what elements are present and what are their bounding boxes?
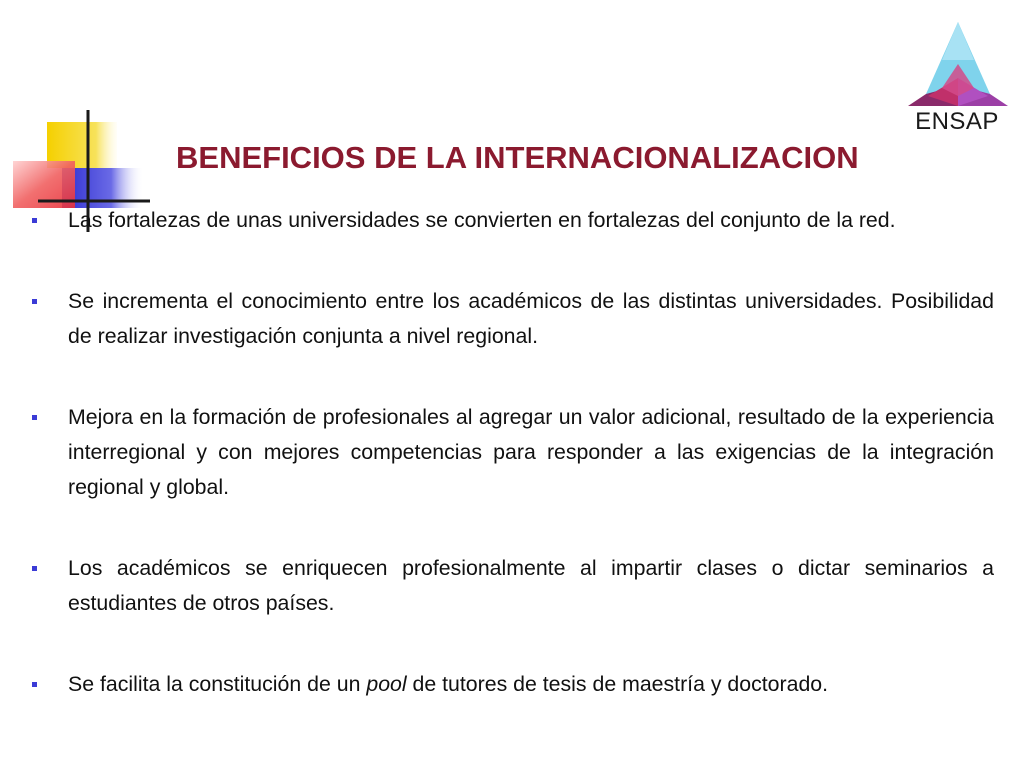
- bullet-list: [30, 203, 994, 702]
- bullet-text: [68, 667, 994, 702]
- bullet-square-icon: [32, 415, 37, 420]
- list-item: [30, 203, 994, 238]
- logo-text: ENSAP: [915, 108, 999, 135]
- bullet-square-icon: [32, 218, 37, 223]
- list-item: [30, 551, 994, 621]
- list-item: [30, 667, 994, 702]
- emphasis-text: pool: [366, 672, 407, 696]
- bullet-text: Las fortalezas de unas universidades se convierten en fortalezas del conjunto de la red.: [68, 208, 896, 232]
- list-item: [30, 400, 994, 505]
- list-item: [30, 284, 994, 354]
- bullet-text: Mejora en la formación de profesionales al agregar un valor adicional, resultado de la experiencia interregional y con mejores competencias para responder a las exigencias de la integración regional y global.: [68, 405, 994, 499]
- slide-title: BENEFICIOS DE LA INTERNACIONALIZACION: [176, 140, 859, 175]
- bullet-square-icon: [32, 566, 37, 571]
- bullet-text: Los académicos se enriquecen profesionalmente al impartir clases o dictar seminarios a estudiantes de otros países.: [68, 556, 994, 615]
- bullet-square-icon: [32, 682, 37, 687]
- bullet-text: Se incrementa el conocimiento entre los académicos de las distintas universidades. Posibilidad de realizar investigación conjunta a nivel regional.: [68, 289, 994, 348]
- bullet-square-icon: [32, 299, 37, 304]
- bullet-text-part: Se facilita la constitución de un: [68, 672, 367, 696]
- bullet-text-part: de tutores de tesis de maestría y doctorado.: [406, 672, 829, 696]
